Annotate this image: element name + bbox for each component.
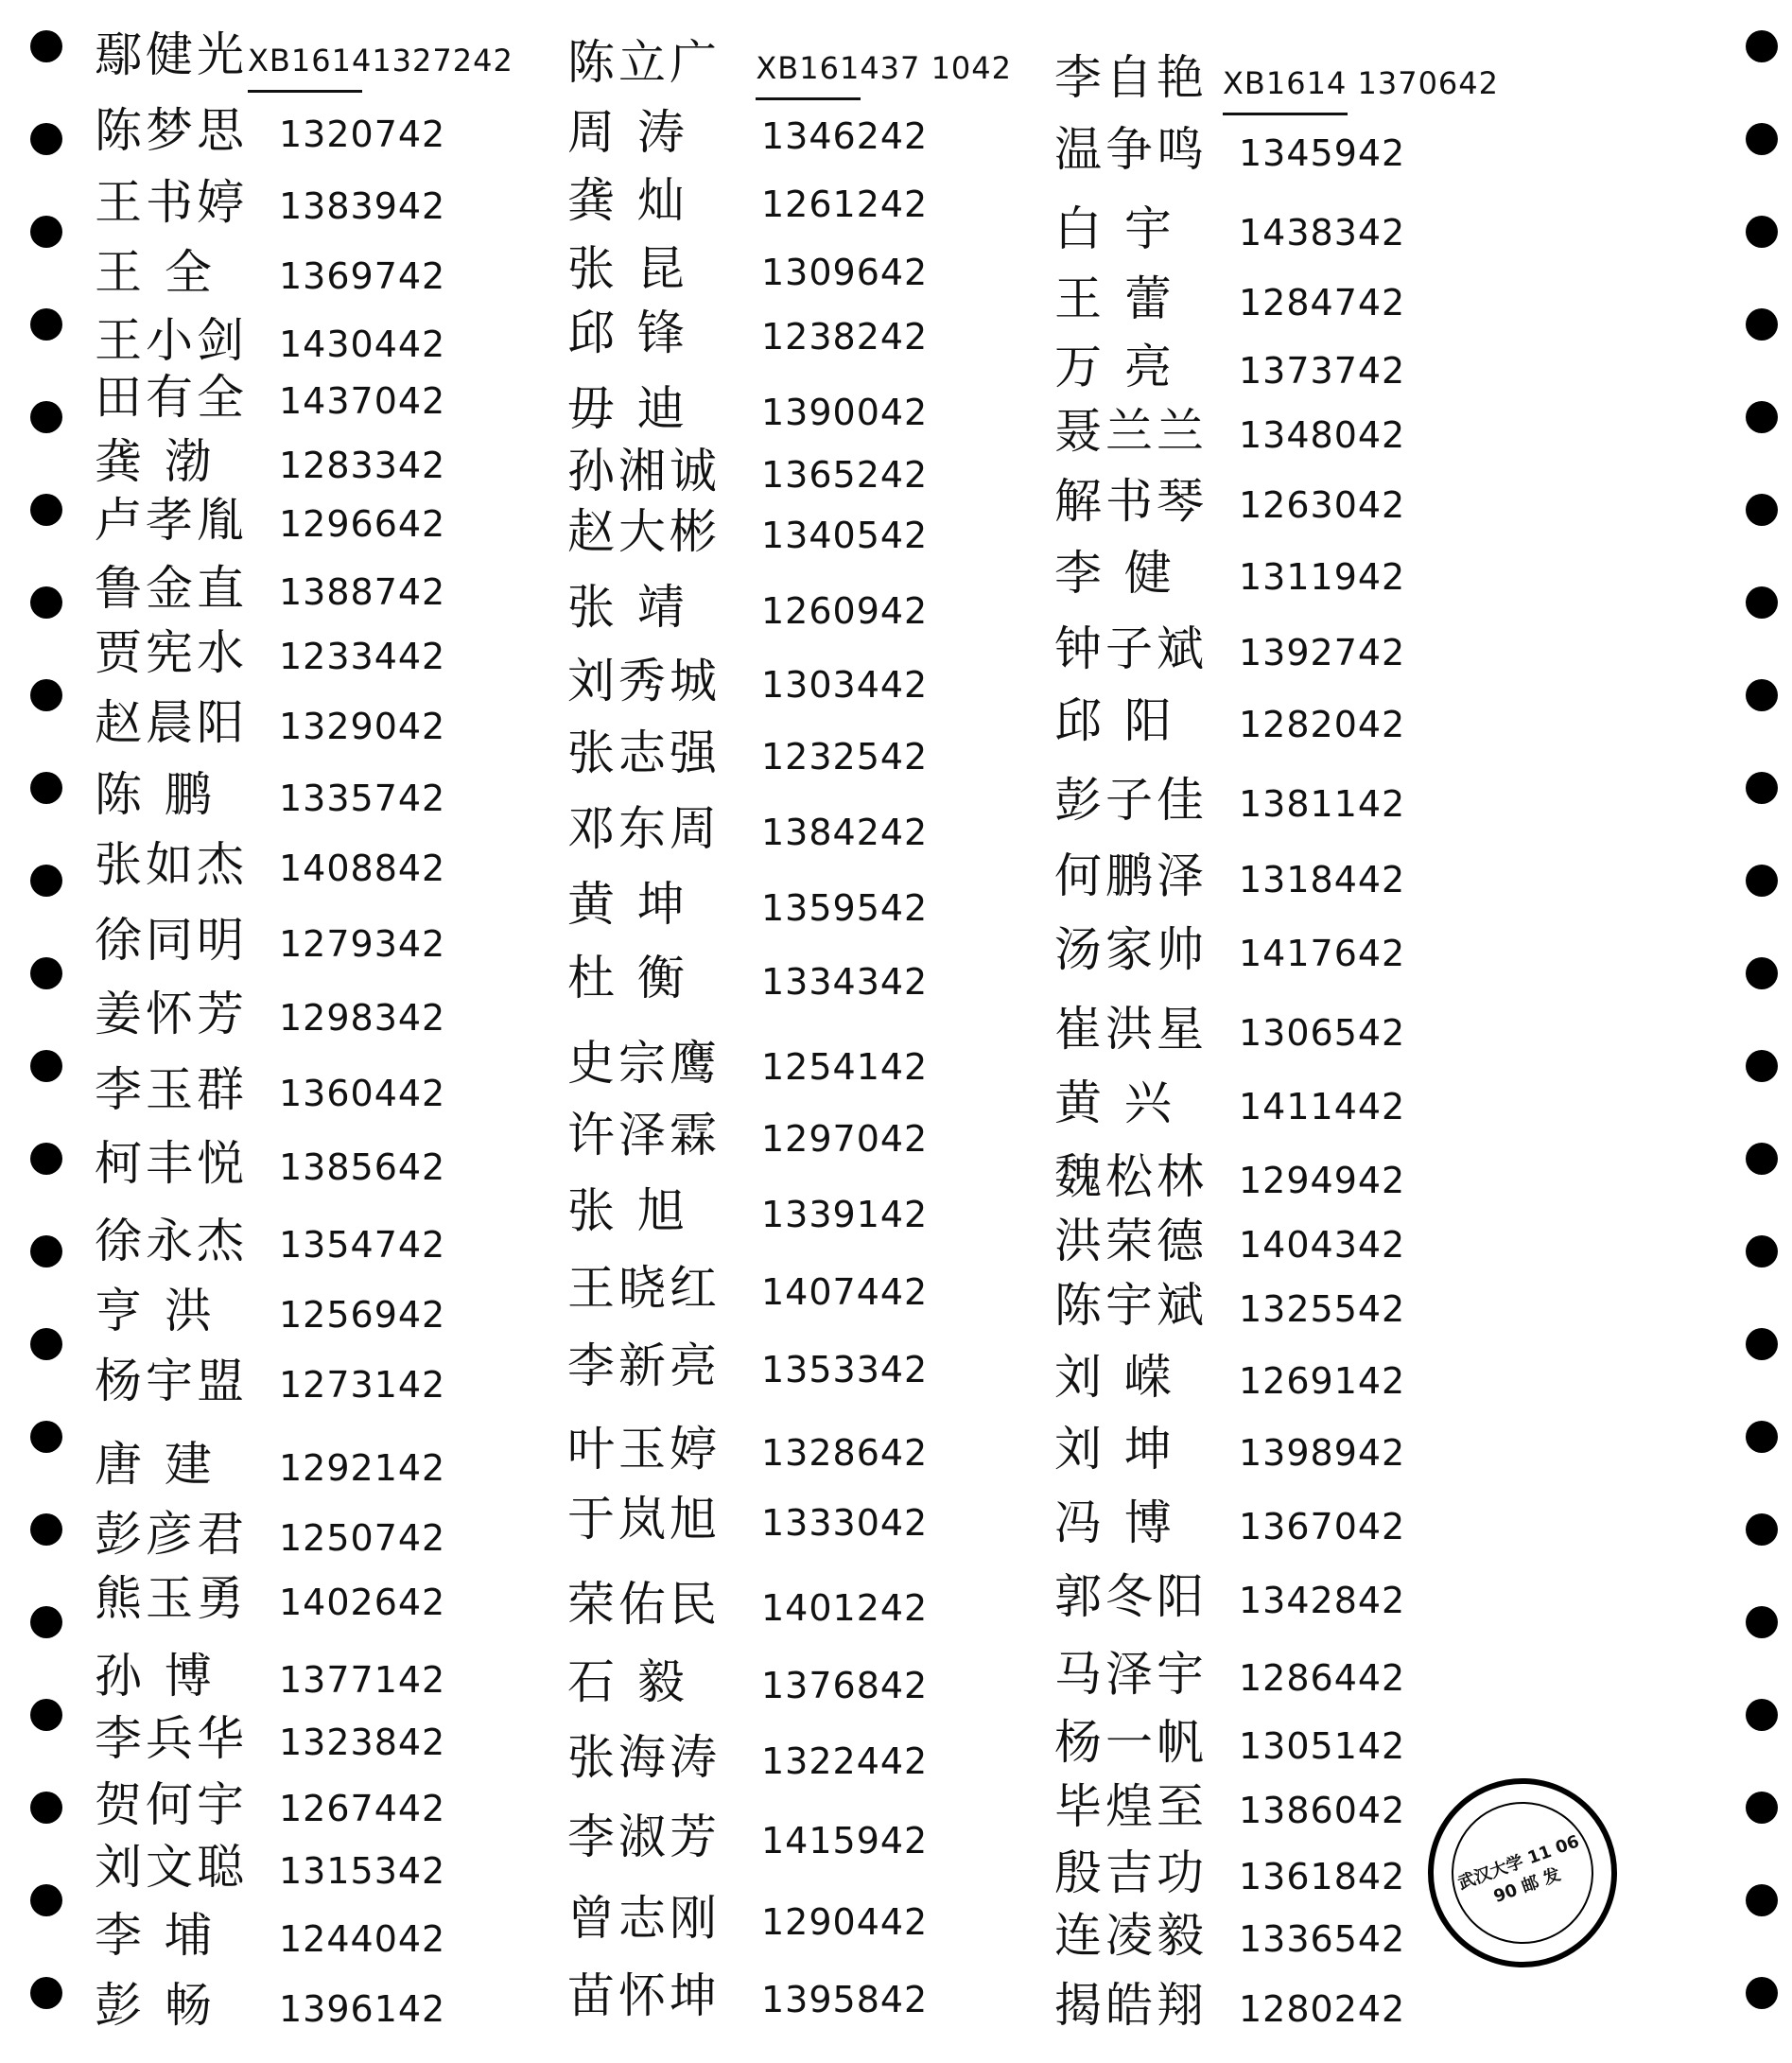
person-name: 毕煌至	[1054, 1779, 1208, 1834]
person-name: 李玉群	[95, 1062, 248, 1117]
person-name: 万 亮	[1054, 340, 1175, 394]
person-code: 1233442	[279, 636, 446, 677]
punch-hole	[1746, 308, 1778, 341]
person-code: 1377142	[279, 1659, 446, 1701]
person-name: 李兵华	[95, 1711, 248, 1766]
punch-hole	[30, 1606, 62, 1638]
person-name: 邱 锋	[567, 306, 688, 360]
list-item	[95, 369, 511, 429]
list-item	[567, 380, 1012, 441]
person-code: 1283342	[279, 445, 446, 486]
punch-hole	[30, 401, 62, 433]
list-item	[567, 876, 1012, 936]
list-item	[1054, 621, 1499, 681]
person-code: 1333042	[761, 1502, 929, 1544]
person-code: 1329042	[279, 706, 446, 747]
person-code: 1396142	[279, 1988, 446, 2030]
person-code: 1306542	[1239, 1012, 1406, 1054]
person-code: 1385642	[279, 1146, 446, 1188]
person-code: 1353342	[761, 1349, 929, 1390]
person-code: 1267442	[279, 1788, 446, 1829]
person-code: 1269142	[1239, 1360, 1406, 1402]
punch-hole	[1746, 30, 1778, 62]
person-code: 1390042	[761, 392, 929, 433]
person-name: 曾志刚	[567, 1891, 721, 1946]
person-name: 杨宇盟	[95, 1354, 248, 1408]
person-code: 1367042	[1239, 1506, 1406, 1547]
batch-code: XB1614 1370642	[1223, 55, 1499, 112]
list-item	[1054, 339, 1499, 399]
punch-hole	[1746, 1884, 1778, 1916]
person-code: 1309642	[761, 252, 929, 293]
list-item	[95, 560, 511, 621]
punch-hole	[1746, 401, 1778, 433]
person-code: 1388742	[279, 571, 446, 613]
list-item	[95, 102, 511, 163]
person-name: 郭冬阳	[1054, 1569, 1208, 1624]
person-code: 1279342	[279, 923, 446, 965]
person-code: 1273142	[279, 1364, 446, 1406]
person-code: 1325542	[1239, 1288, 1406, 1330]
person-code: 1384242	[761, 812, 929, 853]
list-item	[95, 1283, 511, 1343]
list-item	[95, 986, 511, 1046]
person-name: 鲁金直	[95, 561, 248, 616]
person-code: 1437042	[279, 380, 446, 422]
list-item	[567, 579, 1012, 639]
list-item	[1054, 1977, 1499, 2037]
person-name: 王小剑	[95, 313, 248, 368]
punch-hole	[1746, 494, 1778, 526]
list-item	[1054, 1277, 1499, 1337]
person-code: 1292142	[279, 1447, 446, 1489]
list-item	[567, 1809, 1012, 1869]
person-code: 1354742	[279, 1224, 446, 1266]
person-code: 1311942	[1239, 556, 1406, 598]
list-item	[95, 624, 511, 685]
person-code: 1430442	[279, 323, 446, 365]
punch-hole	[1746, 1606, 1778, 1638]
list-item	[95, 244, 511, 305]
person-name: 白 宇	[1054, 201, 1175, 256]
person-code: 1254142	[761, 1046, 929, 1088]
person-name: 马泽宇	[1054, 1647, 1208, 1702]
punch-hole	[30, 1235, 62, 1268]
person-name: 徐永杰	[95, 1214, 248, 1268]
postmark-stamp-text: 武汉大学 11 06 90 邮 发	[1432, 1782, 1613, 1964]
person-name: 卢孝胤	[95, 493, 248, 548]
punch-hole	[1746, 1328, 1778, 1360]
list-item	[567, 1491, 1012, 1551]
person-name: 彭彦君	[95, 1507, 248, 1562]
person-name: 田有全	[95, 370, 248, 425]
list-item	[1054, 1349, 1499, 1409]
list-item	[567, 1576, 1012, 1636]
person-code: 1298342	[279, 997, 446, 1039]
person-name: 黄 兴	[1054, 1075, 1175, 1130]
punch-hole	[30, 1513, 62, 1546]
person-name: 汤家帅	[1054, 922, 1208, 977]
person-name: 张 旭	[567, 1183, 688, 1238]
person-code: 1305142	[1239, 1725, 1406, 1767]
person-code: 1336542	[1239, 1918, 1406, 1960]
punch-hole	[30, 216, 62, 248]
list-item	[567, 1421, 1012, 1481]
list-item	[567, 950, 1012, 1010]
batch-code: XB16141327242	[248, 32, 513, 89]
person-name: 苗怀坤	[567, 1968, 721, 2023]
person-code: 1407442	[761, 1271, 929, 1313]
punch-hole	[1746, 957, 1778, 989]
person-code: 1348042	[1239, 414, 1406, 456]
punch-hole	[30, 586, 62, 619]
person-code: 1359542	[761, 887, 929, 929]
person-code: 1334342	[761, 961, 929, 1003]
person-code: 1345942	[1239, 132, 1406, 174]
person-name: 陈宇斌	[1054, 1278, 1208, 1333]
punch-hole	[1746, 772, 1778, 804]
person-name: 张海涛	[567, 1730, 721, 1785]
person-name: 于岚旭	[567, 1492, 721, 1547]
punch-hole	[30, 772, 62, 804]
list-item	[95, 836, 511, 897]
person-code: 1280242	[1239, 1988, 1406, 2030]
person-code: 1260942	[761, 590, 929, 632]
person-name: 唐 建	[95, 1437, 216, 1492]
person-code: 1335742	[279, 778, 446, 819]
list-item	[567, 800, 1012, 861]
person-code: 1339142	[761, 1194, 929, 1235]
person-name: 石 毅	[567, 1654, 688, 1709]
punch-hole	[30, 123, 62, 155]
punch-hole	[30, 1699, 62, 1731]
person-name: 刘秀城	[567, 654, 721, 708]
list-item	[1054, 1075, 1499, 1135]
list-item	[567, 725, 1012, 785]
punch-hole	[30, 1143, 62, 1175]
person-name: 徐同明	[95, 913, 248, 968]
punch-hole	[30, 1792, 62, 1824]
list-item	[95, 1977, 511, 2037]
person-name: 周 涛	[567, 105, 688, 160]
person-name: 彭 畅	[95, 1978, 216, 2033]
list-item	[1054, 1148, 1499, 1209]
list-item	[1054, 692, 1499, 753]
person-name: 杜 衡	[567, 951, 688, 1005]
punch-hole	[1746, 1699, 1778, 1731]
punch-hole	[1746, 1792, 1778, 1824]
person-name: 魏松林	[1054, 1149, 1208, 1204]
person-code: 1411442	[1239, 1086, 1406, 1128]
person-code: 1282042	[1239, 704, 1406, 745]
person-name: 李淑芳	[567, 1809, 721, 1864]
right-punch-strip	[1732, 0, 1789, 2063]
list-item	[1054, 921, 1499, 982]
punch-hole	[1746, 1977, 1778, 2009]
person-name: 邱 阳	[1054, 693, 1175, 748]
person-code: 1360442	[279, 1073, 446, 1114]
punch-hole	[1746, 865, 1778, 897]
person-name: 张 昆	[567, 241, 688, 296]
list-item	[567, 104, 1012, 165]
punch-hole	[1746, 1513, 1778, 1546]
punch-hole	[1746, 1421, 1778, 1453]
list-item	[95, 1648, 511, 1708]
person-name: 王书婷	[95, 175, 248, 230]
list-item	[95, 912, 511, 972]
column-header	[95, 26, 511, 89]
person-name: 解书琴	[1054, 474, 1208, 529]
list-item	[95, 1710, 511, 1771]
person-code: 1328642	[761, 1432, 929, 1474]
person-name: 黄 坤	[567, 877, 688, 932]
person-code: 1238242	[761, 316, 929, 358]
person-code: 1392742	[1239, 632, 1406, 673]
list-item	[567, 1182, 1012, 1243]
list-item	[1054, 403, 1499, 463]
person-name: 聂兰兰	[1054, 404, 1208, 459]
person-code: 1395842	[761, 1979, 929, 2020]
punch-hole	[30, 865, 62, 897]
list-item	[567, 1729, 1012, 1790]
person-name: 贾宪水	[95, 625, 248, 680]
person-code: 1322442	[761, 1740, 929, 1782]
person-code: 1373742	[1239, 350, 1406, 392]
leader-name: 李自艳	[1054, 50, 1208, 105]
list-item	[95, 1907, 511, 1967]
person-name: 张如杰	[95, 837, 248, 892]
person-name: 李新亮	[567, 1338, 721, 1393]
person-code: 1286442	[1239, 1657, 1406, 1699]
punch-hole	[1746, 1143, 1778, 1175]
person-code: 1361842	[1239, 1856, 1406, 1897]
list-item	[95, 1213, 511, 1273]
person-name: 孙 博	[95, 1649, 216, 1704]
person-name: 洪荣德	[1054, 1214, 1208, 1268]
punch-hole	[30, 494, 62, 526]
list-item	[567, 443, 1012, 503]
list-item	[1054, 1778, 1499, 1839]
list-item	[567, 1967, 1012, 2028]
list-item	[1054, 201, 1499, 261]
person-code: 1342842	[1239, 1580, 1406, 1621]
person-code: 1284742	[1239, 282, 1406, 323]
punch-hole	[30, 957, 62, 989]
person-code: 1296642	[279, 503, 446, 545]
person-name: 连凌毅	[1054, 1908, 1208, 1963]
list-item	[95, 766, 511, 827]
person-name: 刘 坤	[1054, 1422, 1175, 1477]
list-item	[567, 503, 1012, 564]
left-punch-strip	[17, 0, 74, 2063]
list-item	[1054, 1421, 1499, 1481]
list-item	[1054, 1495, 1499, 1555]
person-code: 1340542	[761, 515, 929, 556]
person-code: 1323842	[279, 1722, 446, 1763]
list-item	[567, 1260, 1012, 1320]
punch-hole	[1746, 586, 1778, 619]
person-name: 张志强	[567, 726, 721, 780]
column-header	[1054, 49, 1499, 112]
person-code: 1398942	[1239, 1432, 1406, 1474]
person-code: 1417642	[1239, 933, 1406, 974]
list-item	[95, 1839, 511, 1899]
person-code: 1315342	[279, 1850, 446, 1892]
list-item	[567, 653, 1012, 713]
person-name: 殷吉功	[1054, 1845, 1208, 1900]
person-code: 1404342	[1239, 1224, 1406, 1266]
person-name: 孙湘诚	[567, 444, 721, 498]
leader-name: 鄢健光	[95, 27, 248, 82]
person-code: 1297042	[761, 1118, 929, 1160]
person-code: 1369742	[279, 255, 446, 297]
person-code: 1261242	[761, 184, 929, 225]
person-name: 揭皓翔	[1054, 1978, 1208, 2033]
person-name: 荣佑民	[567, 1577, 721, 1632]
person-name: 王 蕾	[1054, 271, 1175, 326]
punch-hole	[30, 1884, 62, 1916]
person-name: 龚 渤	[95, 434, 216, 489]
list-item	[567, 1035, 1012, 1095]
person-code: 1438342	[1239, 212, 1406, 254]
person-name: 赵大彬	[567, 504, 721, 559]
list-item	[95, 1776, 511, 1837]
punch-hole	[30, 308, 62, 341]
person-name: 张 靖	[567, 580, 688, 635]
person-name: 李 健	[1054, 546, 1175, 601]
person-name: 王晓红	[567, 1261, 721, 1316]
punch-hole	[30, 1977, 62, 2009]
punch-hole	[30, 1328, 62, 1360]
person-name: 彭子佳	[1054, 773, 1208, 828]
list-item	[1054, 848, 1499, 908]
list-item	[95, 1061, 511, 1122]
person-code: 1256942	[279, 1294, 446, 1336]
person-code: 1320742	[279, 114, 446, 155]
list-item	[1054, 1907, 1499, 1967]
person-name: 何鹏泽	[1054, 848, 1208, 903]
person-name: 钟子斌	[1054, 621, 1208, 676]
person-name: 温争鸣	[1054, 122, 1208, 177]
list-item	[95, 1506, 511, 1566]
punch-hole	[30, 1050, 62, 1082]
person-name: 龚 灿	[567, 173, 688, 228]
person-code: 1303442	[761, 664, 929, 706]
punch-hole	[1746, 1050, 1778, 1082]
person-name: 毋 迪	[567, 381, 688, 436]
list-item	[95, 1135, 511, 1196]
list-item	[95, 1570, 511, 1631]
person-code: 1232542	[761, 736, 929, 778]
list-item	[95, 492, 511, 552]
person-code: 1383942	[279, 185, 446, 227]
person-name: 熊玉勇	[95, 1571, 248, 1626]
list-item	[567, 1653, 1012, 1714]
column-header	[567, 34, 1012, 96]
person-name: 王 全	[95, 245, 216, 300]
person-name: 柯丰悦	[95, 1136, 248, 1191]
person-code: 1290442	[761, 1901, 929, 1943]
punch-hole	[1746, 123, 1778, 155]
person-name: 姜怀芳	[95, 987, 248, 1041]
list-item	[1054, 271, 1499, 331]
batch-code: XB161437 1042	[756, 40, 1012, 96]
list-item	[1054, 545, 1499, 605]
person-name: 亨 洪	[95, 1284, 216, 1338]
list-item	[95, 174, 511, 235]
punch-hole	[30, 1421, 62, 1453]
person-name: 叶玉婷	[567, 1422, 721, 1477]
list-item	[95, 1436, 511, 1496]
list-item	[567, 1107, 1012, 1167]
person-name: 杨一帆	[1054, 1715, 1208, 1770]
list-item	[95, 433, 511, 494]
punch-hole	[1746, 679, 1778, 711]
person-code: 1346242	[761, 115, 929, 157]
leader-name: 陈立广	[567, 35, 721, 90]
person-name: 邓东周	[567, 801, 721, 856]
list-item	[1054, 473, 1499, 533]
list-item	[567, 172, 1012, 233]
person-code: 1376842	[761, 1665, 929, 1706]
list-item	[1054, 1568, 1499, 1629]
list-item	[1054, 1646, 1499, 1706]
person-code: 1408842	[279, 848, 446, 889]
person-name: 许泽霖	[567, 1108, 721, 1163]
list-item	[1054, 121, 1499, 182]
person-name: 刘文聪	[95, 1840, 248, 1895]
list-item	[567, 305, 1012, 365]
person-code: 1318442	[1239, 859, 1406, 900]
punch-hole	[30, 30, 62, 62]
person-code: 1402642	[279, 1582, 446, 1623]
person-name: 刘 嵘	[1054, 1350, 1175, 1405]
list-item	[567, 1337, 1012, 1398]
person-name: 陈梦思	[95, 103, 248, 158]
person-name: 史宗鹰	[567, 1036, 721, 1091]
person-name: 陈 鹏	[95, 767, 216, 822]
punch-hole	[1746, 216, 1778, 248]
punch-hole	[1746, 1235, 1778, 1268]
person-code: 1244042	[279, 1918, 446, 1960]
person-code: 1381142	[1239, 783, 1406, 825]
list-item	[567, 1890, 1012, 1950]
person-code: 1250742	[279, 1517, 446, 1559]
list-item	[95, 312, 511, 373]
person-code: 1263042	[1239, 484, 1406, 526]
list-item	[95, 694, 511, 755]
punch-hole	[30, 679, 62, 711]
list-item	[1054, 1213, 1499, 1273]
person-code: 1386042	[1239, 1790, 1406, 1831]
person-name: 赵晨阳	[95, 695, 248, 750]
list-item	[1054, 1001, 1499, 1061]
list-item	[95, 1353, 511, 1413]
person-code: 1401242	[761, 1587, 929, 1629]
person-code: 1294942	[1239, 1160, 1406, 1201]
list-item	[1054, 1714, 1499, 1775]
list-item	[1054, 772, 1499, 832]
person-name: 冯 博	[1054, 1495, 1175, 1550]
person-code: 1365242	[761, 454, 929, 496]
person-name: 贺何宇	[95, 1777, 248, 1832]
person-name: 崔洪星	[1054, 1002, 1208, 1057]
person-name: 李 埔	[95, 1908, 216, 1963]
list-item	[567, 240, 1012, 301]
person-code: 1415942	[761, 1820, 929, 1862]
